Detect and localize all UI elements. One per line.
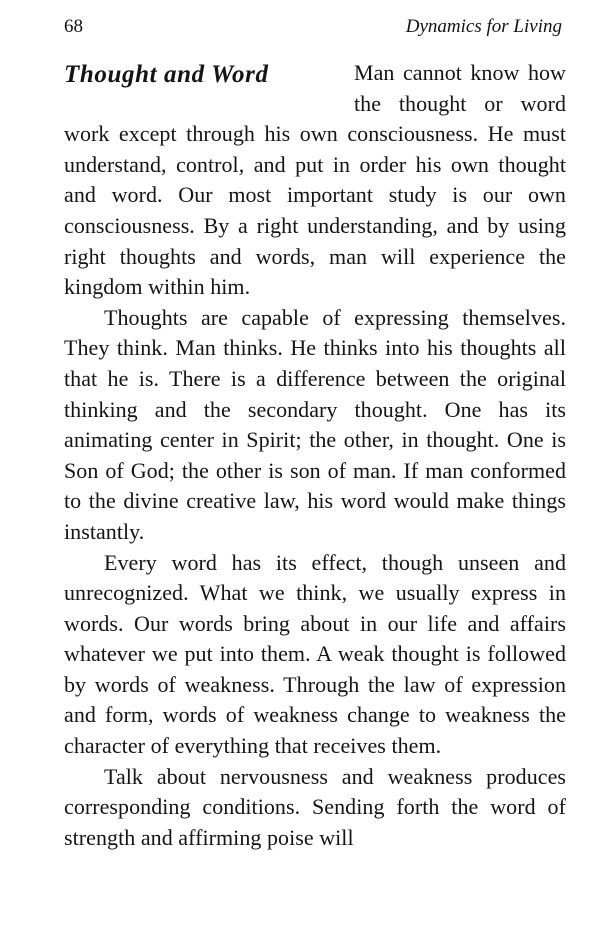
running-head <box>64 14 562 40</box>
body-text <box>64 58 566 853</box>
paragraph-1: Man cannot know how the thought or word work except through his own consciousness. He must understand, control, and put in order his own thought and word. Our most important study is our own consciousness. By a right understanding, and by using right thoughts and words, man will experience the kingdom within him. <box>64 60 566 300</box>
paragraph-3: Every word has its effect, though unseen and unrecognized. What we think, we usually express in words. Our words bring about in our life and affairs whatever we put into them. A weak thought is followed by words of weakness. Through the law of expression and form, words of weakness change to weakness the character of everything that receives them. <box>64 549 566 759</box>
paragraph-2: Thoughts are capable of expressing themselves. They think. Man thinks. He thinks into his thoughts all that he is. There is a difference between the original thinking and the secondary thought. One has its animating center in Spirit; the other, in thought. One is Son of God; the other is son of man. If man conformed to the divine creative law, his word would make things instantly. <box>64 304 566 544</box>
page-number: 68 <box>64 16 83 37</box>
book-title: Dynamics for Living <box>405 16 562 37</box>
section-heading: Thought and Word <box>64 61 269 88</box>
paragraph-4: Talk about nervousness and weakness produces corresponding conditions. Sending forth the word of strength and affirming poise will <box>64 763 566 850</box>
